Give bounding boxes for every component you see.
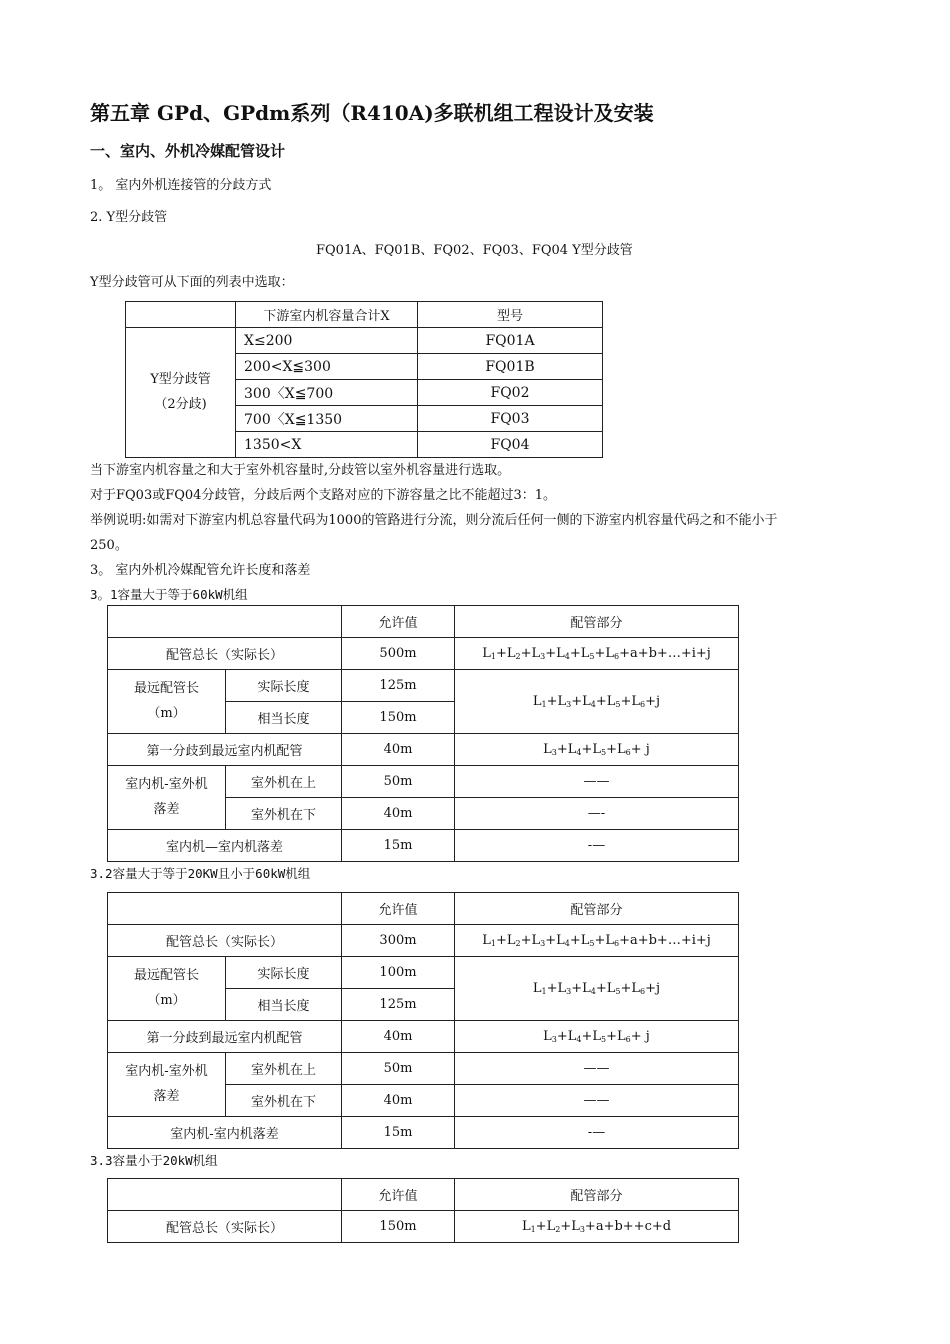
table-row [108, 670, 739, 702]
pipe-table-3-2 [107, 892, 739, 1149]
value-outdoor-above: 50m [342, 1053, 455, 1085]
table-cell-empty [108, 893, 342, 925]
table-row [108, 734, 739, 766]
label-outdoor-above: 室外机在上 [226, 1053, 342, 1085]
table-cell-empty [108, 1179, 342, 1211]
label-line: 最远配管长 [133, 680, 199, 696]
value-first-branch: 40m [342, 1021, 455, 1053]
value-outdoor-below: 40m [342, 1085, 455, 1117]
label-indoor-diff: 室内机-室内机落差 [108, 1117, 342, 1149]
table-row [108, 925, 739, 957]
y-branch-table [125, 301, 603, 458]
header-capacity: 下游室内机容量合计X [236, 302, 418, 328]
label-line: 落差 [153, 1088, 180, 1104]
table-row [108, 957, 739, 989]
label-total-length: 配管总长（实际长） [108, 638, 342, 670]
table-row [126, 328, 603, 354]
model-value: FQ01B [418, 354, 603, 380]
value-first-branch: 40m [342, 734, 455, 766]
value-indoor-diff: 15m [342, 1117, 455, 1149]
model-value: FQ02 [418, 380, 603, 406]
paragraph-length-diff: 3。 室内外机冷媒配管允许长度和落差 [90, 563, 311, 578]
dash-cell: -— [455, 1117, 739, 1149]
table-row [108, 766, 739, 798]
label-total-length: 配管总长（实际长） [108, 925, 342, 957]
value-indoor-diff: 15m [342, 830, 455, 862]
label-line: （m） [147, 992, 186, 1008]
model-value: FQ03 [418, 406, 603, 432]
value-equivalent-length: 150m [342, 702, 455, 734]
table-row [108, 638, 739, 670]
value-actual-length: 125m [342, 670, 455, 702]
paragraph-branch-method: 1。 室内外机连接管的分歧方式 [90, 178, 272, 193]
value-outdoor-below: 40m [342, 798, 455, 830]
model-value: FQ01A [418, 328, 603, 354]
label-actual-length: 实际长度 [226, 957, 342, 989]
subheading-3-2: 3.2容量大于等于20KW且小于60kW机组 [90, 866, 311, 881]
table-header-row [108, 606, 739, 638]
table-row [108, 1053, 739, 1085]
label-line: 室内机-室外机 [125, 776, 208, 792]
dash-cell: —— [455, 766, 739, 798]
table-header-row [126, 302, 603, 328]
capacity-range: 700〈X≦1350 [236, 406, 418, 432]
label-height-diff [108, 766, 226, 830]
header-model: 型号 [418, 302, 603, 328]
dash-cell: —— [455, 1085, 739, 1117]
paragraph-y-branch: 2. Y型分歧管 [90, 210, 168, 225]
label-outdoor-below: 室外机在下 [226, 1085, 342, 1117]
model-value: FQ04 [418, 432, 603, 458]
section-heading: 一、室内、外机冷媒配管设计 [90, 142, 286, 160]
table-intro: Y型分歧管可从下面的列表中选取： [90, 275, 294, 290]
label-first-branch: 第一分歧到最远室内机配管 [108, 1021, 342, 1053]
label-indoor-diff: 室内机—室内机落差 [108, 830, 342, 862]
label-actual-length: 实际长度 [226, 670, 342, 702]
value-total-length: 150m [342, 1211, 455, 1243]
label-first-branch: 第一分歧到最远室内机配管 [108, 734, 342, 766]
dash-cell: -— [455, 830, 739, 862]
note-example-cont: 250。 [90, 538, 128, 553]
value-total-length: 300m [342, 925, 455, 957]
dash-cell: —- [455, 798, 739, 830]
pipe-table-3-3 [107, 1178, 739, 1243]
capacity-range: 1350<X [236, 432, 418, 458]
label-farthest-pipe [108, 957, 226, 1021]
header-allowed: 允许值 [342, 1179, 455, 1211]
label-equivalent-length: 相当长度 [226, 702, 342, 734]
subheading-3-3: 3.3容量小于20kW机组 [90, 1153, 218, 1168]
value-outdoor-above: 50m [342, 766, 455, 798]
value-actual-length: 100m [342, 957, 455, 989]
table-row [108, 1021, 739, 1053]
table-cell-empty [108, 606, 342, 638]
header-allowed: 允许值 [342, 893, 455, 925]
pipe-formula: $L_1+L_2+L_3+L_4+L_5+L_6+a+b+\dots+i+j$ [455, 925, 739, 957]
pipe-formula: $L_1+L_3+L_4+L_5+L_6+j$ [455, 957, 739, 1021]
capacity-range: 300〈X≦700 [236, 380, 418, 406]
table-row [108, 1117, 739, 1149]
capacity-range: X≤200 [236, 328, 418, 354]
value-total-length: 500m [342, 638, 455, 670]
table-row [108, 830, 739, 862]
note-example: 举例说明:如需对下游室内机总容量代码为1000的管路进行分流，则分流后任何一侧的下游室内机容量代码之和不能小于 [90, 513, 778, 528]
value-equivalent-length: 125m [342, 989, 455, 1021]
table-cell-empty [126, 302, 236, 328]
header-pipe-section: 配管部分 [455, 1179, 739, 1211]
note-ratio: 对于FQ03或FQ04分歧管，分歧后两个支路对应的下游容量之比不能超过3：1。 [90, 488, 556, 503]
row-label-line: （2分歧) [154, 396, 207, 412]
label-height-diff [108, 1053, 226, 1117]
label-line: （m） [147, 705, 186, 721]
label-line: 落差 [153, 801, 180, 817]
header-pipe-section: 配管部分 [455, 606, 739, 638]
pipe-formula: $L_1+L_2+L_3+a+b++c+d$ [455, 1211, 739, 1243]
row-label-y-branch [126, 328, 236, 458]
pipe-formula: $L_1+L_2+L_3+L_4+L_5+L_6+a+b+\dots+i+j$ [455, 638, 739, 670]
pipe-formula: $L_3+L_4+L_5+L_6+ j$ [455, 734, 739, 766]
label-line: 室内机-室外机 [125, 1063, 208, 1079]
table-header-row [108, 893, 739, 925]
label-outdoor-above: 室外机在上 [226, 766, 342, 798]
note-capacity: 当下游室内机容量之和大于室外机容量时,分歧管以室外机容量进行选取。 [90, 463, 511, 478]
label-line: 最远配管长 [133, 967, 199, 983]
label-total-length: 配管总长（实际长） [108, 1211, 342, 1243]
figure-caption: FQ01A、FQ01B、FQ02、FQ03、FQ04 Y型分歧管 [316, 243, 633, 258]
row-label-line: Y型分歧管 [150, 371, 211, 387]
header-pipe-section: 配管部分 [455, 893, 739, 925]
header-allowed: 允许值 [342, 606, 455, 638]
chapter-title: 第五章 GPd、GPdm系列（R410A)多联机组工程设计及安装 [90, 101, 654, 125]
table-header-row [108, 1179, 739, 1211]
table-row [108, 1211, 739, 1243]
dash-cell: —— [455, 1053, 739, 1085]
pipe-formula: $L_3+L_4+L_5+L_6+ j$ [455, 1021, 739, 1053]
pipe-formula: $L_1+L_3+L_4+L_5+L_6+j$ [455, 670, 739, 734]
pipe-table-3-1 [107, 605, 739, 862]
label-equivalent-length: 相当长度 [226, 989, 342, 1021]
label-outdoor-below: 室外机在下 [226, 798, 342, 830]
capacity-range: 200<X≦300 [236, 354, 418, 380]
subheading-3-1: 3。1容量大于等于60kW机组 [90, 587, 248, 602]
label-farthest-pipe [108, 670, 226, 734]
